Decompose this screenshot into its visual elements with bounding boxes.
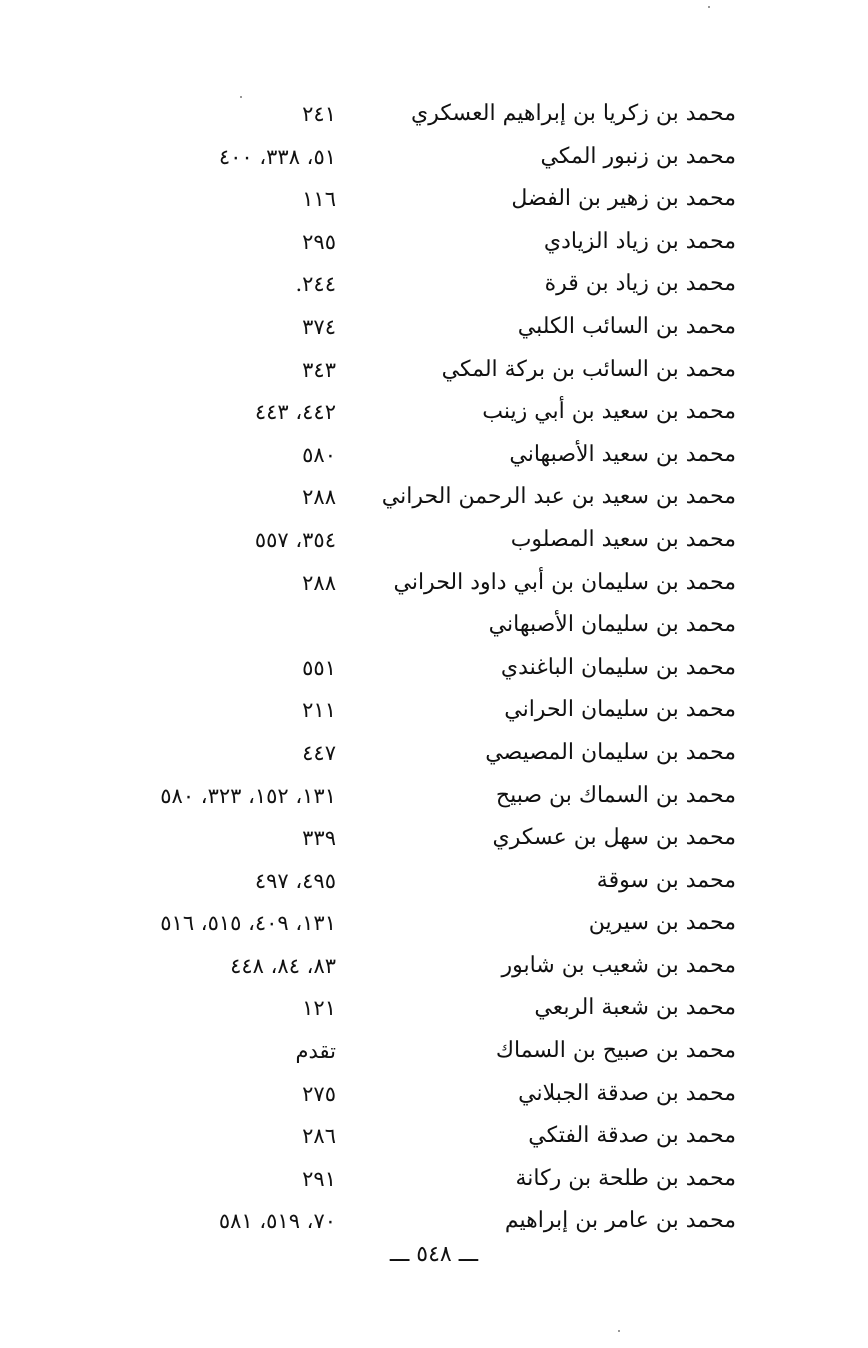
page-number: ـــ ٥٤٨ ـــ — [389, 1242, 479, 1267]
index-entry — [0, 606, 868, 649]
entry-name: محمد بن صبيح بن السماك — [495, 1038, 736, 1064]
entry-pages: ٨٣، ٨٤، ٤٤٨ — [230, 953, 336, 978]
entry-pages: ١٣١، ٤٠٩، ٥١٥، ٥١٦ — [160, 911, 336, 936]
entry-pages: ٥١، ٣٣٨، ٤٠٠ — [218, 144, 336, 169]
entry-name: محمد بن سوقة — [596, 867, 736, 893]
entry-name: محمد بن السائب بن بركة المكي — [441, 356, 736, 382]
entry-pages: ٣٥٤، ٥٥٧ — [254, 527, 336, 552]
entry-pages: ٢١١ — [302, 698, 336, 723]
entry-name: محمد بن سليمان الحراني — [504, 697, 736, 723]
entry-pages: ٢٨٨ — [302, 485, 336, 510]
index-entry — [0, 180, 868, 223]
index-entry — [0, 691, 868, 734]
entry-name: محمد بن صدقة الفتكي — [528, 1123, 736, 1149]
entry-name: محمد بن طلحة بن ركانة — [515, 1165, 736, 1191]
index-entry — [0, 521, 868, 564]
index-entry — [0, 138, 868, 181]
index-entry — [0, 904, 868, 947]
entry-pages: ٢٨٦ — [302, 1124, 336, 1149]
entry-name: محمد بن سليمان الباغندي — [500, 654, 736, 680]
index-entry — [0, 1202, 868, 1245]
entry-pages: ٢٩٥ — [302, 229, 336, 254]
index-entry — [0, 1075, 868, 1118]
entry-pages: تقدم — [295, 1039, 336, 1064]
index-entry — [0, 478, 868, 521]
entry-name: محمد بن صدقة الجبلاني — [518, 1080, 736, 1106]
name-index-list — [0, 95, 868, 1245]
entry-pages: ٣٤٣ — [302, 357, 336, 382]
entry-name: محمد بن السائب الكلبي — [517, 313, 736, 339]
index-entry — [0, 265, 868, 308]
entry-name: محمد بن سهل بن عسكري — [492, 825, 736, 851]
entry-name: محمد بن زكريا بن إبراهيم العسكري — [411, 101, 736, 126]
entry-pages: ٢٤٤. — [295, 272, 336, 297]
index-entry — [0, 436, 868, 479]
entry-pages: ٤٤٧ — [302, 740, 336, 765]
entry-name: محمد بن سيرين — [588, 910, 736, 936]
entry-pages: ٧٠، ٥١٩، ٥٨١ — [218, 1209, 336, 1234]
index-entry — [0, 819, 868, 862]
entry-name: محمد بن شعبة الربعي — [534, 995, 736, 1021]
index-entry — [0, 862, 868, 905]
entry-pages: ٤٤٢، ٤٤٣ — [254, 400, 336, 425]
entry-pages: ٢٨٨ — [302, 570, 336, 595]
index-entry — [0, 989, 868, 1032]
index-entry — [0, 393, 868, 436]
entry-name: محمد بن عامر بن إبراهيم — [504, 1208, 736, 1234]
index-entry — [0, 223, 868, 266]
entry-pages: ٤٩٥، ٤٩٧ — [254, 868, 336, 893]
index-entry — [0, 351, 868, 394]
print-speck — [618, 1330, 620, 1332]
index-entry — [0, 564, 868, 607]
entry-pages: ١٣١، ١٥٢، ٣٢٣، ٥٨٠ — [160, 783, 336, 808]
index-entry — [0, 1032, 868, 1075]
entry-name: محمد بن سعيد الأصبهاني — [509, 441, 736, 467]
entry-pages: ٢٤١ — [302, 102, 336, 126]
index-entry — [0, 308, 868, 351]
entry-name: محمد بن سعيد بن أبي زينب — [482, 399, 736, 425]
entry-pages: ٣٣٩ — [302, 826, 336, 851]
entry-pages: ٥٨٠ — [302, 442, 336, 467]
entry-name: محمد بن سليمان الأصبهاني — [488, 612, 736, 638]
index-entry — [0, 947, 868, 990]
index-entry — [0, 649, 868, 692]
entry-name: محمد بن زياد الزيادي — [543, 228, 736, 254]
entry-name: محمد بن شعيب بن شابور — [501, 952, 736, 978]
entry-name: محمد بن زنبور المكي — [540, 143, 736, 169]
index-entry — [0, 95, 868, 138]
index-entry — [0, 1117, 868, 1160]
index-entry — [0, 734, 868, 777]
entry-name: محمد بن زياد بن قرة — [544, 271, 736, 297]
entry-pages: ٢٩١ — [302, 1166, 336, 1191]
entry-name: محمد بن زهير بن الفضل — [511, 186, 736, 212]
entry-pages: ١٢١ — [302, 996, 336, 1021]
print-speck — [708, 6, 710, 8]
entry-pages: ٥٥١ — [302, 655, 336, 680]
entry-name: محمد بن سعيد المصلوب — [510, 526, 736, 552]
entry-pages: ٢٧٥ — [302, 1081, 336, 1106]
index-entry — [0, 777, 868, 820]
index-entry — [0, 1160, 868, 1203]
entry-name: محمد بن سعيد بن عبد الرحمن الحراني — [381, 484, 736, 510]
entry-pages: ١١٦ — [302, 187, 336, 212]
entry-pages: ٣٧٤ — [302, 314, 336, 339]
entry-name: محمد بن سليمان بن أبي داود الحراني — [393, 569, 736, 595]
entry-name: محمد بن سليمان المصيصي — [485, 739, 736, 765]
entry-name: محمد بن السماك بن صبيح — [495, 782, 736, 808]
